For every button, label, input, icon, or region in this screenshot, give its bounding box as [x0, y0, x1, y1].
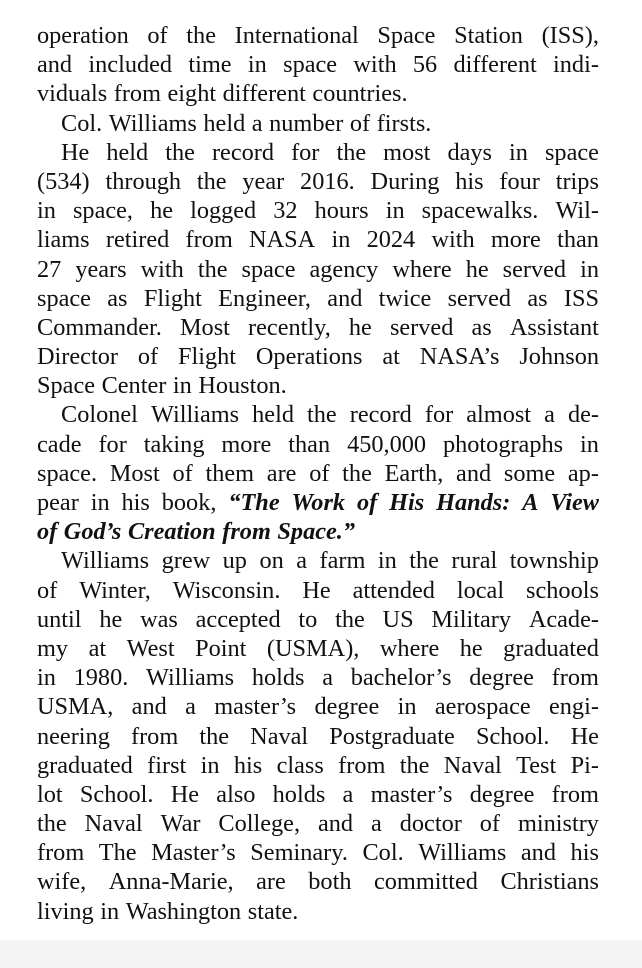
text-line [37, 692, 599, 721]
word: through [105, 167, 182, 195]
word: degree [314, 693, 380, 721]
text-line [37, 517, 599, 546]
word: a [251, 109, 263, 137]
word: Master’s [151, 839, 236, 867]
word: degree [469, 780, 535, 808]
word: neering [37, 722, 110, 750]
word: Center [101, 372, 167, 400]
word: to [298, 605, 318, 633]
word: where [392, 255, 452, 283]
word: at [88, 634, 107, 662]
article-body [37, 21, 599, 926]
word: USMA, [37, 693, 114, 721]
word: a [544, 401, 555, 429]
word: in [377, 547, 397, 575]
word: the [399, 751, 430, 779]
word: in [100, 897, 120, 925]
word: He [170, 780, 200, 808]
text-line [37, 751, 599, 780]
word: indi- [553, 51, 599, 79]
word: he [459, 634, 483, 662]
word: for [291, 138, 320, 166]
word: eight [167, 80, 217, 108]
word: state. [247, 897, 299, 925]
word: held [203, 109, 246, 137]
word: from [551, 664, 599, 692]
word: Most [109, 459, 160, 487]
text-line [37, 430, 599, 459]
word: firsts. [376, 109, 432, 137]
word: from [113, 80, 161, 108]
word: Christians [500, 868, 599, 896]
word: logged [190, 197, 257, 225]
word: graduated [37, 751, 133, 779]
word: Acade- [528, 605, 599, 633]
word: photographs [442, 430, 564, 458]
word: book, [161, 489, 217, 516]
text-line [37, 867, 599, 896]
word: a [185, 693, 196, 721]
word: retired [105, 226, 170, 254]
word: operation [37, 22, 129, 49]
word: as [107, 284, 128, 312]
word: engi- [549, 693, 599, 721]
word: both [308, 868, 352, 896]
word: schools [526, 576, 599, 604]
word: US [382, 605, 414, 633]
text-line [37, 780, 599, 809]
word: at [382, 343, 400, 371]
word: Assistant [509, 313, 599, 341]
text-line [37, 21, 599, 50]
word: most [383, 138, 431, 166]
word: Williams [150, 401, 240, 429]
word: He [302, 576, 331, 604]
word: During [370, 167, 440, 195]
word: ISS [563, 284, 599, 312]
word: de- [567, 401, 599, 429]
word: School. [475, 722, 550, 750]
word: are [256, 868, 286, 896]
word: master’s [370, 780, 453, 808]
text-line [37, 400, 599, 429]
word: aerospace [434, 693, 531, 721]
word: Flight [143, 284, 202, 312]
word: Washington [125, 897, 242, 925]
word: Wil- [555, 197, 599, 225]
word: for [424, 401, 454, 429]
word: for [98, 430, 127, 458]
word: hours [314, 197, 369, 225]
word: of [37, 576, 58, 604]
word: 56 [412, 51, 438, 79]
text-line [37, 371, 599, 400]
word: Director [37, 343, 118, 371]
word: “The [228, 489, 280, 516]
text-line [37, 576, 599, 605]
word: time [188, 51, 232, 79]
word: Seminary. [250, 839, 348, 867]
text-line [37, 605, 599, 634]
word: Engineer, [218, 284, 311, 312]
word: doctor [399, 810, 462, 838]
word: Naval [84, 810, 143, 838]
word: as [471, 313, 492, 341]
word: the [335, 605, 365, 633]
word: than [557, 226, 599, 254]
word: the [409, 547, 439, 575]
word: Station [454, 22, 523, 49]
word: Point [195, 634, 247, 662]
word: Naval [250, 722, 309, 750]
word: 2024 [366, 226, 416, 254]
word: God’s [63, 518, 122, 546]
word: was [140, 605, 178, 633]
word: in [90, 489, 110, 516]
word: space [37, 284, 91, 312]
word: in [37, 197, 56, 225]
word: in [397, 693, 417, 721]
word: spacewalks. [421, 197, 539, 225]
word: first [147, 751, 187, 779]
word: View [550, 489, 599, 516]
word: with [140, 255, 184, 283]
word: with [431, 226, 475, 254]
word: attended [352, 576, 435, 604]
word: viduals [37, 80, 108, 108]
word: farm [319, 547, 366, 575]
word: and [456, 459, 492, 487]
word: 32 [273, 197, 298, 225]
text-line [37, 663, 599, 692]
word: his [570, 839, 599, 867]
word: pear [37, 489, 79, 516]
word: ap- [567, 459, 599, 487]
word: days [447, 138, 492, 166]
word: served [447, 284, 512, 312]
word: rural [451, 547, 498, 575]
word: from [338, 751, 386, 779]
word: 2016. [300, 167, 355, 195]
word: Earth, [384, 459, 444, 487]
word: the [165, 138, 195, 166]
word: from [551, 780, 599, 808]
word: of [137, 343, 159, 371]
word: Operations [255, 343, 363, 371]
word: the [336, 138, 367, 166]
word: in [580, 430, 599, 458]
word: four [499, 167, 540, 195]
word: living [37, 897, 94, 925]
word: on [259, 547, 284, 575]
word: different [453, 51, 537, 79]
word: Space [37, 372, 96, 400]
word: Winter, [79, 576, 151, 604]
word: years [75, 255, 127, 283]
word: a [322, 664, 334, 692]
word: class [276, 751, 324, 779]
text-line [37, 809, 599, 838]
word: he [150, 197, 173, 225]
word: wife, [37, 868, 87, 896]
word: master’s [214, 693, 297, 721]
word: the [342, 459, 372, 487]
text-line [37, 138, 599, 167]
word: College, [218, 810, 301, 838]
word: the [197, 255, 228, 283]
word: served [502, 255, 567, 283]
word: served [389, 313, 454, 341]
word: (ISS), [541, 22, 599, 49]
word: his [121, 489, 150, 516]
word: Flight [177, 343, 237, 371]
word: He [570, 722, 599, 750]
word: of [37, 518, 58, 546]
word: from [185, 226, 233, 254]
word: ministry [517, 810, 599, 838]
text-line [37, 459, 599, 488]
word: Colonel [61, 401, 138, 429]
word: space [283, 51, 338, 79]
word: lot [37, 780, 63, 808]
word: grew [161, 547, 211, 575]
word: 27 [37, 255, 62, 283]
text-line [37, 313, 599, 342]
word: holds [251, 664, 305, 692]
word: 1980. [73, 664, 129, 692]
word: Col. [362, 839, 404, 867]
word: with [353, 51, 397, 79]
word: local [456, 576, 505, 604]
word: cade [37, 430, 82, 458]
text-line [37, 255, 599, 284]
word: of [147, 22, 168, 49]
word: of [356, 489, 378, 516]
word: Williams [108, 109, 197, 137]
word: where [379, 634, 440, 662]
word: Commander. [37, 313, 162, 341]
word: trips [555, 167, 599, 195]
word: countries. [312, 80, 408, 108]
text-line [37, 722, 599, 751]
word: held [106, 138, 149, 166]
text-line [37, 342, 599, 371]
word: in [37, 664, 56, 692]
word: A [522, 489, 539, 516]
word: my [37, 634, 69, 662]
word: until [37, 605, 82, 633]
word: space. [37, 459, 98, 487]
word: holds [272, 780, 326, 808]
text-line [37, 634, 599, 663]
word: he [465, 255, 489, 283]
word: of [349, 109, 371, 137]
word: degree [469, 664, 534, 692]
word: International [234, 22, 359, 49]
word: in [580, 255, 599, 283]
text-line [37, 546, 599, 575]
word: almost [466, 401, 532, 429]
word: of [309, 459, 330, 487]
word: West [126, 634, 175, 662]
word: agency [309, 255, 379, 283]
word: and [317, 810, 354, 838]
word: graduated [503, 634, 599, 662]
word: space [241, 255, 296, 283]
word: Anna-Marie, [108, 868, 234, 896]
word: the [186, 22, 216, 49]
word: (USMA), [266, 634, 360, 662]
text-line [37, 225, 599, 254]
word: different [222, 80, 306, 108]
word: them [205, 459, 255, 487]
text-line [37, 284, 599, 313]
word: a [296, 547, 308, 575]
word: a [371, 810, 382, 838]
word: Military [431, 605, 512, 633]
word: from [130, 722, 179, 750]
word: held [252, 401, 294, 429]
word: and [37, 51, 73, 79]
text-line [37, 897, 599, 926]
word: some [503, 459, 556, 487]
word: the [307, 401, 337, 429]
word: liams [37, 226, 90, 254]
word: number [269, 109, 344, 137]
word: Test [516, 751, 557, 779]
text-line [37, 109, 599, 138]
word: Johnson [519, 343, 599, 371]
word: recently, [248, 313, 331, 341]
word: Wisconsin. [172, 576, 281, 604]
word: and [131, 693, 167, 721]
word: a [342, 780, 354, 808]
word: his [455, 167, 484, 195]
page-bottom-edge [0, 940, 642, 968]
word: NASA [249, 226, 316, 254]
word: His [389, 489, 425, 516]
word: Creation [127, 518, 216, 546]
word: (534) [37, 167, 90, 195]
word: Naval [443, 751, 502, 779]
word: in [247, 51, 267, 79]
word: Williams [418, 839, 507, 867]
word: School. [79, 780, 154, 808]
word: The [98, 839, 137, 867]
word: more [490, 226, 541, 254]
word: and [327, 284, 363, 312]
word: bachelor’s [350, 664, 452, 692]
word: year [242, 167, 285, 195]
word: and [520, 839, 556, 867]
word: township [509, 547, 599, 575]
word: Space.” [277, 518, 356, 546]
word: from [222, 518, 271, 546]
word: the [196, 167, 227, 195]
word: included [88, 51, 173, 79]
text-line [37, 79, 599, 108]
word: Houston. [198, 372, 287, 400]
word: from [37, 839, 85, 867]
word: the [199, 722, 230, 750]
word: his [233, 751, 263, 779]
word: Williams [146, 664, 235, 692]
word: Pi- [570, 751, 599, 779]
word: space, [72, 197, 133, 225]
word: twice [378, 284, 432, 312]
word: accepted [195, 605, 281, 633]
word: He [61, 138, 90, 166]
word: he [348, 313, 372, 341]
word: Williams [61, 547, 150, 575]
word: are [266, 459, 297, 487]
word: in [509, 138, 528, 166]
word: the [37, 810, 67, 838]
word: record [211, 138, 275, 166]
word: space [544, 138, 599, 166]
word: in [172, 372, 192, 400]
word: Work [291, 489, 346, 516]
word: Space [377, 22, 436, 49]
word: NASA’s [419, 343, 500, 371]
word: in [200, 751, 220, 779]
text-line [37, 488, 599, 517]
word: in [385, 197, 405, 225]
word: in [331, 226, 351, 254]
word: War [160, 810, 201, 838]
text-line [37, 50, 599, 79]
word: as [527, 284, 548, 312]
word: of [479, 810, 501, 838]
word: Hands: [436, 489, 511, 516]
word: also [216, 780, 256, 808]
word: Most [179, 313, 230, 341]
word: record [349, 401, 412, 429]
word: up [222, 547, 247, 575]
word: of [172, 459, 193, 487]
word: Col. [61, 109, 103, 137]
word: Postgraduate [329, 722, 455, 750]
text-line [37, 196, 599, 225]
text-line [37, 838, 599, 867]
word: committed [374, 868, 478, 896]
text-line [37, 167, 599, 196]
word: 450,000 [347, 430, 427, 458]
word: more [221, 430, 272, 458]
word: he [99, 605, 123, 633]
word: than [288, 430, 331, 458]
word: taking [143, 430, 205, 458]
